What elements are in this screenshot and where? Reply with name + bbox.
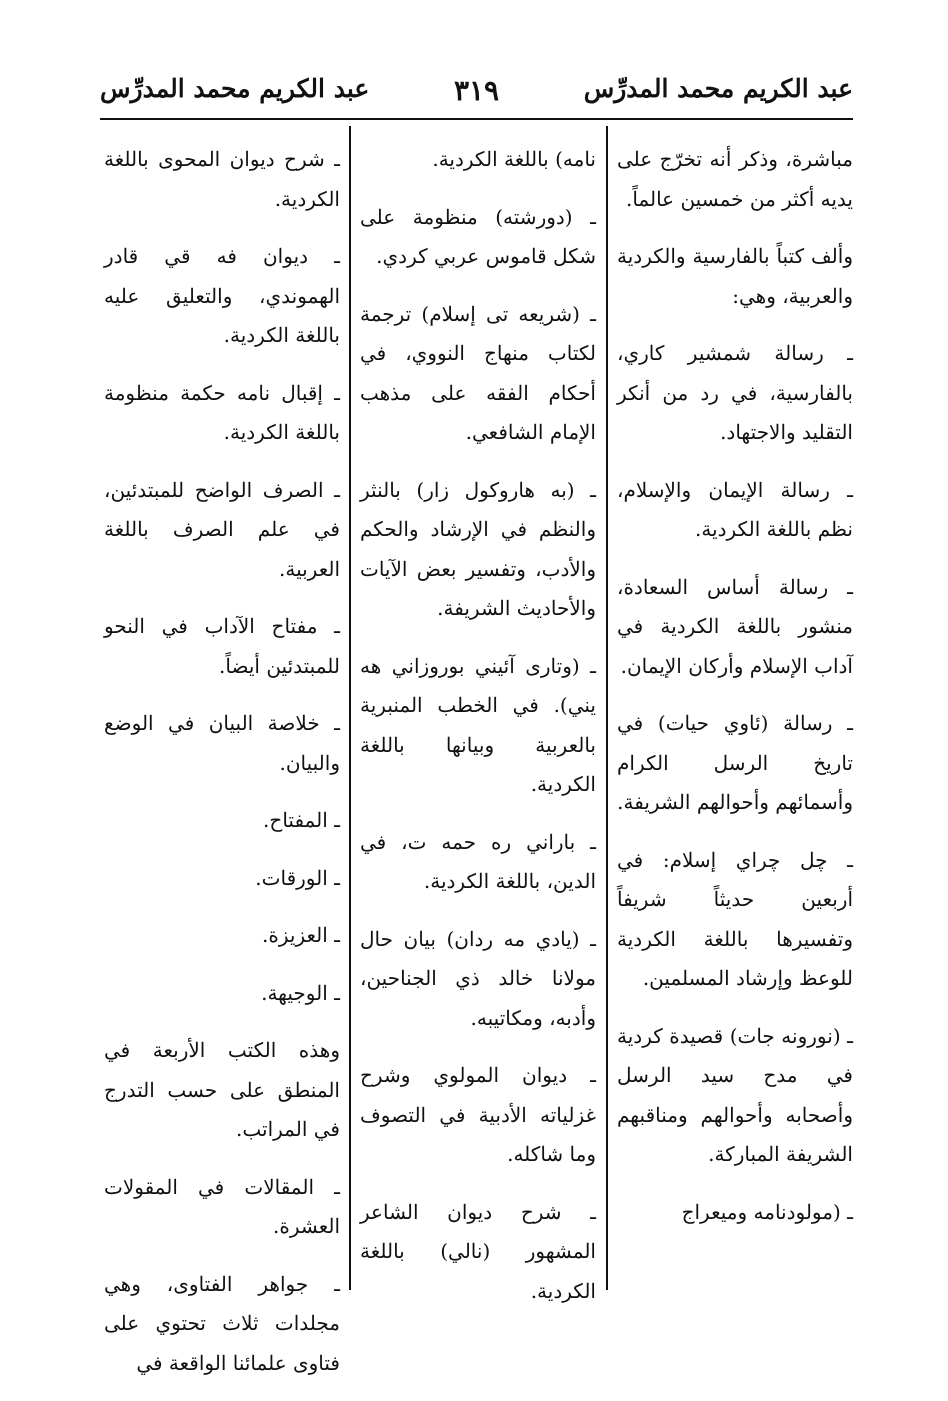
paragraph: نامه) باللغة الكردية. (432, 147, 596, 171)
paragraph: ـ الصرف الواضح للمبتدئين، في علم الصرف باللغة العربية. (104, 477, 340, 581)
paragraph: ـ شرح ديوان الشاعر المشهور (نالي) باللغة الكردية. (360, 1199, 596, 1303)
paragraph: ـ ديوان فه قي قادر الهموندي، والتعليق عليه باللغة الكردية. (104, 244, 340, 347)
paragraph: ـ مفتاح الآداب في النحو للمبتدئين أيضاً. (104, 614, 340, 678)
page-header (100, 74, 853, 118)
paragraph: ـ خلاصة البيان في الوضع والبيان. (104, 711, 340, 775)
paragraph: ـ إقبال نامه حكمة منظومة باللغة الكردية. (104, 380, 340, 444)
paragraph: ـ المفتاح. (263, 808, 340, 832)
paragraph: وهذه الكتب الأربعة في المنطق على حسب التدرج في المراتب. (104, 1038, 340, 1141)
paragraph: ـ رسالة (ئاوي حيات) في تاريخ الرسل الكرام وأسمائهم وأحوالهم الشريفة. (617, 711, 853, 814)
header-rule (100, 118, 853, 120)
paragraph: ـ (وتارى آئيني بوروزاني هه يني). في الخطب المنبرية بالعربية وبيانها باللغة الكردية. (360, 653, 596, 796)
paragraph: ـ رسالة شمشير كاري، بالفارسية، في رد من أنكر التقليد والاجتهاد. (617, 341, 853, 444)
paragraph: ـ (شريعه تى إسلام) ترجمة لكتاب منهاج النووي، في أحكام الفقه على مذهب الإمام الشافعي. (360, 301, 596, 444)
paragraph: ـ چل چراي إسلام: في أربعين حديثاً شريفاً وتفسيرها باللغة الكردية للوعظ وإرشاد المسلمين. (617, 847, 853, 990)
page-number: ٣١٩ (453, 74, 500, 107)
paragraph: ـ باراني ره حمه ت، في الدين، باللغة الكردية. (360, 829, 596, 893)
paragraph: ـ رسالة أساس السعادة، منشور باللغة الكردية في آداب الإسلام وأركان الإيمان. (617, 574, 853, 678)
column-left (104, 140, 340, 1401)
paragraph: ـ (دورشته) منظومة على شكل قاموس عربي كردي. (360, 204, 596, 268)
paragraph: ـ ديوان المولوي وشرح غزلياته الأدبية في التصوف وما شاكله. (360, 1063, 596, 1166)
paragraph: ـ جواهر الفتاوى، وهي مجلدات ثلاث تحتوي على فتاوى علمائنا الواقعة في (104, 1271, 340, 1375)
column-right (617, 140, 853, 1250)
running-head-right: عبد الكريم محمد المدرِّس (583, 74, 853, 103)
paragraph: ـ الوجيهة. (261, 980, 340, 1005)
paragraph: ـ (به هاروكول زار) بالنثر والنظم في الإرشاد والحكم والأدب، وتفسير بعض الآيات والأحاديث الشريفة. (360, 477, 596, 620)
column-divider-left (349, 126, 351, 1290)
paragraph: ـ (مولودنامه وميعراج (681, 1199, 853, 1224)
paragraph: ـ (نورونه جات) قصيدة كردية في مدح سيد الرسل وأصحابه وأحوالهم ومناقبهم الشريفة المباركة. (617, 1023, 853, 1166)
paragraph: وألف كتباً بالفارسية والكردية والعربية، وهي: (617, 244, 853, 308)
paragraph: مباشرة، وذكر أنه تخرّج على يديه أكثر من خمسين عالماً. (617, 147, 853, 211)
paragraph: ـ شرح ديوان المحوى باللغة الكردية. (104, 147, 340, 211)
paragraph: ـ (يادي مه ردان) بيان حال مولانا خالد ذي الجناحين، وأدبه، ومكاتيبه. (360, 926, 596, 1030)
paragraph: ـ العزيزة. (262, 923, 340, 947)
paragraph: ـ الورقات. (255, 865, 340, 890)
running-head-left: عبد الكريم محمد المدرِّس (100, 74, 370, 103)
paragraph: ـ رسالة الإيمان والإسلام، نظم باللغة الكردية. (617, 477, 853, 541)
paragraph: ـ المقالات في المقولات العشرة. (104, 1174, 340, 1238)
column-middle (360, 140, 596, 1329)
column-divider-right (606, 126, 608, 1290)
